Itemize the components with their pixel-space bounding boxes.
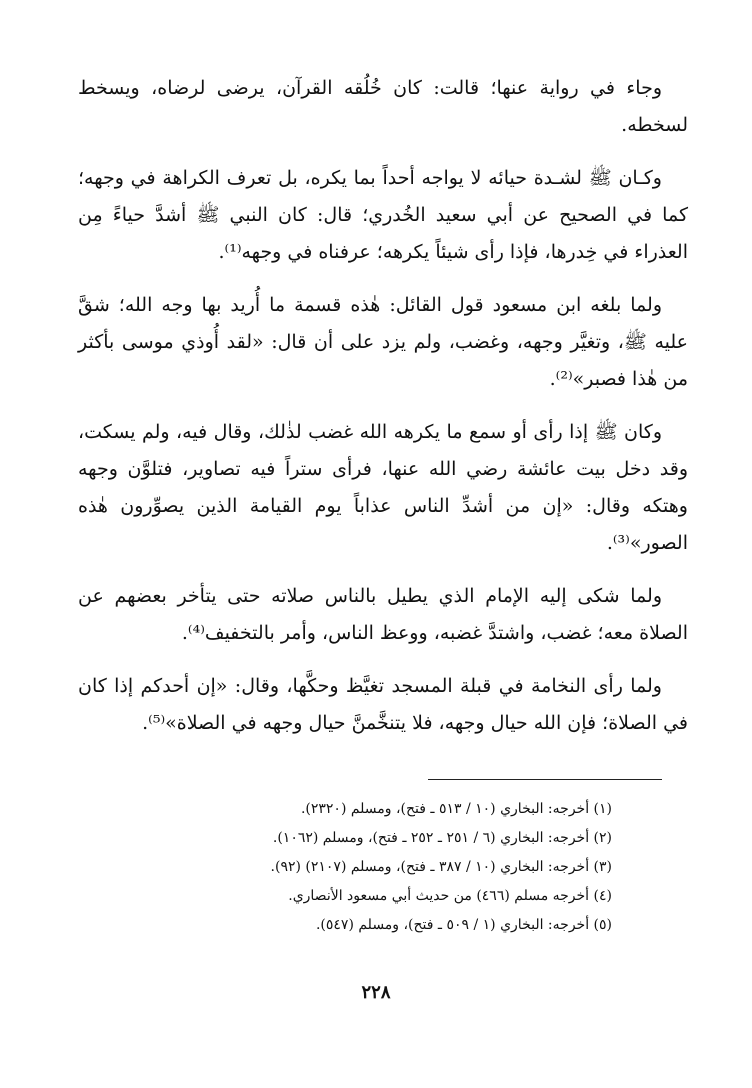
main-text xyxy=(78,70,688,758)
paragraph: ولما شكى إليه الإمام الذي يطيل بالناس صلاته حتى يتأخر بعضهم عن الصلاة معه؛ غضب، واشتدَّ غضبه، ووعظ الناس، وأمر بالتخفيف⁽⁴⁾. xyxy=(78,585,688,644)
paragraph: ولما رأى النخامة في قبلة المسجد تغيَّظ وحكَّها، وقال: «إن أحدكم إذا كان في الصلاة؛ فإن الله حيال وجهه، فلا يتنخَّمنَّ حيال وجهه في الصلاة»⁽⁵⁾. xyxy=(78,675,688,734)
footnote-divider xyxy=(428,779,662,780)
footnote: (٣) أخرجه: البخاري (١٠ / ٣٨٧ ـ فتح)، ومسلم (٢١٠٧) (٩٢). xyxy=(270,859,612,875)
paragraph: وكان ﷺ إذا رأى أو سمع ما يكرهه الله غضب لذٰلك، وقال فيه، ولم يسكت، وقد دخل بيت عائشة رضي الله عنها، فرأى ستراً فيه تصاوير، فتلوَّن وجهه وهتكه وقال: «إن من أشدِّ الناس عذاباً يوم القيامة الذين يصوِّرون هٰذه الصور»⁽³⁾. xyxy=(78,421,688,554)
footnote: (٢) أخرجه: البخاري (٦ / ٢٥١ ـ ٢٥٢ ـ فتح)، ومسلم (١٠٦٢). xyxy=(272,830,612,846)
paragraph: وكـان ﷺ لشـدة حيائه لا يواجه أحداً بما يكره، بل تعرف الكراهة في وجهه؛ كما في الصحيح عن أبي سعيد الخُدري؛ قال: كان النبي ﷺ أشدَّ حياءً مِن العذراء في خِدرها، فإذا رأى شيئاً يكرهه؛ عرفناه في وجهه⁽¹⁾. xyxy=(78,167,688,263)
footnotes xyxy=(180,795,612,940)
footnote: (٥) أخرجه: البخاري (١ / ٥٠٩ ـ فتح)، ومسلم (٥٤٧). xyxy=(315,917,612,933)
paragraph: وجاء في رواية عنها؛ قالت: كان خُلُقه القرآن، يرضى لرضاه، ويسخط لسخطه. xyxy=(78,77,688,136)
footnote: (٤) أخرجه مسلم (٤٦٦) من حديث أبي مسعود الأنصاري. xyxy=(288,888,612,904)
paragraph: ولما بلغه ابن مسعود قول القائل: هٰذه قسمة ما أُريد بها وجه الله؛ شقَّ عليه ﷺ، وتغيَّر وجهه، وغضب، ولم يزد على أن قال: «لقد أُوذي موسى بأكثر من هٰذا فصبر»⁽²⁾. xyxy=(78,294,688,390)
page-number: ٢٢٨ xyxy=(361,982,391,1003)
footnote: (١) أخرجه: البخاري (١٠ / ٥١٣ ـ فتح)، ومسلم (٢٣٢٠). xyxy=(300,801,612,817)
